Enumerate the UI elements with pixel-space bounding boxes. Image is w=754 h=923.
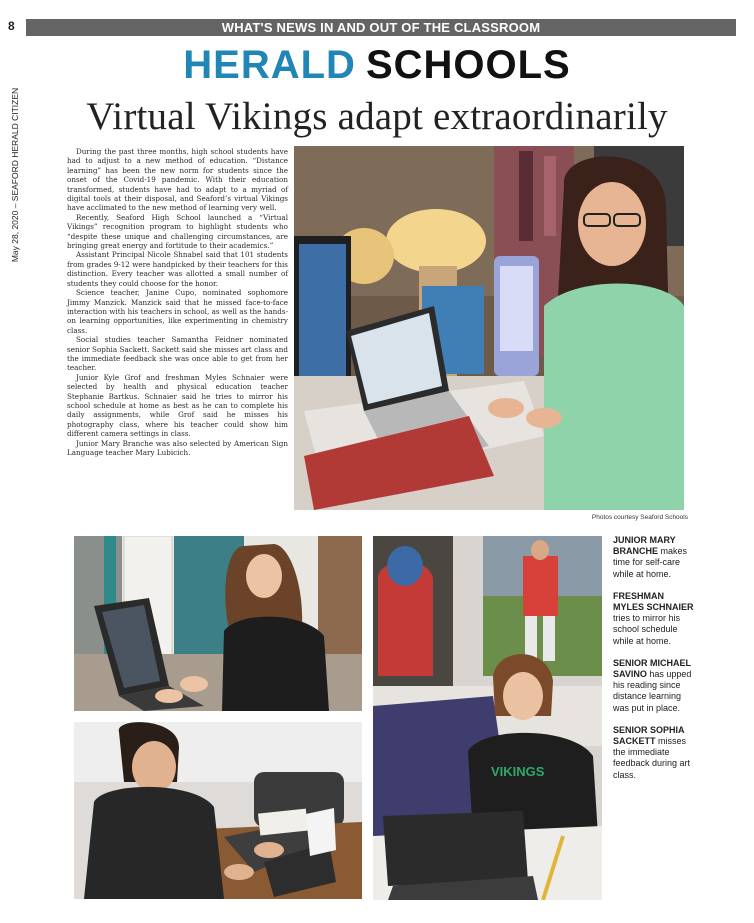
- masthead: [0, 40, 754, 90]
- caption-name: SENIOR SOPHIA SACKETT: [613, 724, 685, 747]
- caption-text: misses the immediate feedback during art class.: [613, 736, 691, 780]
- photo-credit: Photos courtesy Seaford Schools: [591, 514, 688, 521]
- article-paragraph: Junior Mary Branche was also selected by American Sign Language teacher Mary Lubicich.: [67, 438, 288, 457]
- caption-name: JUNIOR MARY BRANCHE: [613, 535, 676, 557]
- caption-name: SENIOR MICHAEL SAVINO: [613, 657, 691, 680]
- article-paragraph: Recently, Seaford High School launched a “Virtual Vikings” recognition program to highlight students who “despite these unique and challenging circumstances, are bringing great energy and fortitude to their academics.”: [67, 212, 288, 251]
- section-title-bar: WHAT'S NEWS IN AND OUT OF THE CLASSROOM: [26, 19, 736, 36]
- page-number: 8: [8, 19, 15, 33]
- photo-student-typing: [74, 722, 362, 899]
- article-paragraph: Social studies teacher Samantha Feidner nominated senior Sophia Sackett. Sackett said she misses art class and the immediate feedback she was once able to get from her teacher.: [67, 335, 288, 373]
- headline: Virtual Vikings adapt extraordinarily: [86, 95, 668, 138]
- masthead-herald: HERALD: [183, 43, 356, 87]
- caption-text: tries to mirror his school schedule while at home.: [613, 613, 681, 646]
- caption-name: FRESHMAN MYLES SCHNAIER: [613, 590, 694, 613]
- photo-captions: [613, 535, 695, 792]
- caption-mary-branche: [613, 535, 695, 580]
- article-body: [67, 147, 288, 457]
- article-paragraph: During the past three months, high school students have had to adjust to a new method of education. “Distance learning” has been the new norm for students since the onset of the Covid-19 pandemic. With their education transformed, students have had to adapt to a myriad of digital tools at their disposal, and Seaford’s virtual Vikings have acclimated to the new method of learning very well.: [67, 147, 288, 213]
- jersey-text: VIKINGS: [491, 764, 545, 779]
- photo-student-bedroom: [373, 536, 602, 900]
- masthead-schools: SCHOOLS: [365, 43, 571, 87]
- photo-student-kitchen: [74, 536, 362, 711]
- caption-michael-savino: [613, 658, 695, 714]
- article-paragraph: Science teacher, Janine Cupo, nominated sophomore Jimmy Manzick. Manzick said that he missed face-to-face interaction with his teachers in school, as well as the hands-on learning opportunities, like experimenting in chemistry class.: [67, 288, 288, 335]
- caption-text: has upped his reading since distance learning was put in place.: [613, 669, 692, 713]
- caption-myles-schnaier: [613, 591, 695, 647]
- photo-student-at-desk: [294, 146, 684, 510]
- caption-text: makes time for self-care while at home.: [613, 546, 688, 579]
- article-paragraph: Assistant Principal Nicole Shnabel said that 101 students from grades 9-12 were handpicked by their teachers for this distinction. Every teacher was allotted a small number of students they could choose for the honor.: [67, 250, 288, 288]
- side-dateline: May 28, 2020 – SEAFORD HERALD CITIZEN: [10, 87, 20, 263]
- article-paragraph: Junior Kyle Grof and freshman Myles Schnaier were selected by health and physical education teacher Stephanie Bartkus. Schnaier said he tries to mirror his school schedule at home as best as he can to complete his daily assignments, while Grof said he misses his photography class, where his teacher could show him different camera settings in class.: [67, 372, 288, 439]
- caption-sophia-sackett: [613, 725, 695, 781]
